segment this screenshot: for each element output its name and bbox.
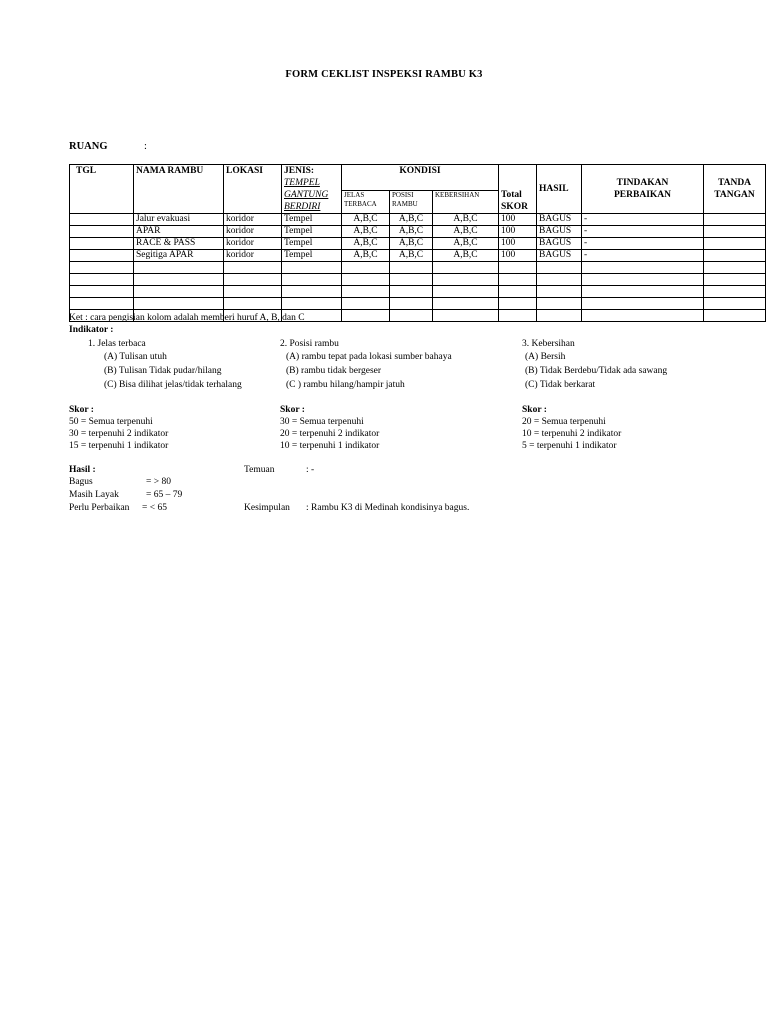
cell-nama: APAR bbox=[134, 226, 224, 238]
cell-lokasi bbox=[224, 274, 282, 286]
table-row bbox=[70, 286, 766, 298]
cell-total bbox=[499, 310, 537, 322]
cell-hasil bbox=[537, 262, 582, 274]
form-title: FORM CEKLIST INSPEKSI RAMBU K3 bbox=[285, 69, 483, 80]
cell-posisi bbox=[390, 286, 433, 298]
table-row bbox=[70, 226, 766, 238]
cell-kebersihan: A,B,C bbox=[433, 214, 499, 226]
skor-3-label: Skor : bbox=[522, 405, 547, 415]
header-kondisi: KONDISI bbox=[342, 165, 499, 191]
hasil-bagus-value: = > 80 bbox=[146, 477, 171, 487]
header-kebersihan: KEBERSIHAN bbox=[433, 190, 499, 213]
cell-posisi: A,B,C bbox=[390, 238, 433, 250]
header-lokasi: LOKASI bbox=[224, 165, 282, 214]
cell-nama: RACE & PASS bbox=[134, 238, 224, 250]
cell-posisi bbox=[390, 310, 433, 322]
header-total-line1: Total bbox=[501, 190, 522, 200]
cell-total bbox=[499, 274, 537, 286]
cell-jenis bbox=[282, 274, 342, 286]
header-jelas-line2: TERBACA bbox=[344, 199, 377, 208]
indikator-3-b: (B) Tidak Berdebu/Tidak ada sawang bbox=[525, 366, 668, 376]
cell-posisi bbox=[390, 262, 433, 274]
header-nama-rambu: NAMA RAMBU bbox=[134, 165, 224, 214]
indikator-2-b: (B) rambu tidak bergeser bbox=[286, 366, 382, 376]
indikator-3-title: 3. Kebersihan bbox=[522, 339, 575, 349]
cell-lokasi: koridor bbox=[224, 250, 282, 262]
cell-total: 100 bbox=[499, 250, 537, 262]
cell-tindakan bbox=[582, 262, 704, 274]
table-row bbox=[70, 274, 766, 286]
skor-1-line-2: 30 = terpenuhi 2 indikator bbox=[69, 429, 169, 439]
inspection-table bbox=[69, 164, 766, 322]
cell-hasil: BAGUS bbox=[537, 238, 582, 250]
skor-2-line-3: 10 = terpenuhi 1 indikator bbox=[280, 441, 380, 451]
indikator-3-a: (A) Bersih bbox=[525, 352, 566, 362]
table-row bbox=[70, 250, 766, 262]
cell-posisi bbox=[390, 274, 433, 286]
cell-hasil bbox=[537, 298, 582, 310]
ket-note: Ket : cara pengisian kolom adalah memberi huruf A, B, dan C bbox=[69, 313, 305, 323]
cell-tgl bbox=[70, 274, 134, 286]
cell-total: 100 bbox=[499, 226, 537, 238]
cell-tgl bbox=[70, 226, 134, 238]
cell-tindakan bbox=[582, 274, 704, 286]
ruang-label: RUANG bbox=[69, 141, 108, 152]
indikator-2-title: 2. Posisi rambu bbox=[280, 339, 339, 349]
cell-tgl bbox=[70, 250, 134, 262]
cell-nama: Jalur evakuasi bbox=[134, 214, 224, 226]
cell-tgl bbox=[70, 238, 134, 250]
cell-kebersihan: A,B,C bbox=[433, 250, 499, 262]
cell-jelas bbox=[342, 286, 390, 298]
cell-jelas: A,B,C bbox=[342, 238, 390, 250]
cell-lokasi bbox=[224, 286, 282, 298]
cell-posisi: A,B,C bbox=[390, 226, 433, 238]
cell-nama: Segitiga APAR bbox=[134, 250, 224, 262]
header-tgl: TGL bbox=[70, 165, 134, 214]
cell-tgl bbox=[70, 286, 134, 298]
cell-jelas: A,B,C bbox=[342, 226, 390, 238]
header-tanda-line1: TANDA bbox=[717, 178, 752, 188]
cell-tanda bbox=[704, 262, 766, 274]
cell-hasil bbox=[537, 286, 582, 298]
cell-kebersihan bbox=[433, 274, 499, 286]
cell-kebersihan bbox=[433, 310, 499, 322]
header-posisi-line1: POSISI bbox=[392, 190, 414, 199]
cell-tanda bbox=[704, 214, 766, 226]
hasil-label: Hasil : bbox=[69, 465, 96, 475]
cell-posisi: A,B,C bbox=[390, 250, 433, 262]
cell-hasil: BAGUS bbox=[537, 250, 582, 262]
skor-3-line-1: 20 = Semua terpenuhi bbox=[522, 417, 606, 427]
jenis-option-tempel: TEMPEL bbox=[284, 178, 320, 188]
header-tanda-line2: TANGAN bbox=[714, 190, 755, 200]
cell-total bbox=[499, 286, 537, 298]
cell-tindakan: - bbox=[582, 250, 704, 262]
cell-hasil: BAGUS bbox=[537, 214, 582, 226]
hasil-layak-name: Masih Layak bbox=[69, 490, 119, 500]
table-row bbox=[70, 238, 766, 250]
cell-jenis: Tempel bbox=[282, 214, 342, 226]
temuan-label: Temuan bbox=[244, 465, 275, 475]
hasil-perbaikan-name: Perlu Perbaikan bbox=[69, 503, 130, 513]
hasil-perbaikan-value: = < 65 bbox=[142, 503, 167, 513]
ruang-value: : bbox=[144, 141, 147, 152]
cell-kebersihan: A,B,C bbox=[433, 226, 499, 238]
skor-2-label: Skor : bbox=[280, 405, 305, 415]
indikator-1-c: (C) Bisa dilihat jelas/tidak terhalang bbox=[104, 380, 242, 390]
header-jenis bbox=[282, 165, 342, 214]
indikator-1-b: (B) Tulisan Tidak pudar/hilang bbox=[104, 366, 222, 376]
header-jenis-label: JENIS: bbox=[284, 166, 315, 176]
skor-2-line-2: 20 = terpenuhi 2 indikator bbox=[280, 429, 380, 439]
cell-jenis: Tempel bbox=[282, 250, 342, 262]
cell-tanda bbox=[704, 226, 766, 238]
table-row bbox=[70, 298, 766, 310]
cell-nama bbox=[134, 262, 224, 274]
indikator-3-c: (C) Tidak berkarat bbox=[525, 380, 596, 390]
kesimpulan-label: Kesimpulan bbox=[244, 503, 290, 513]
header-tindakan-line2: PERBAIKAN bbox=[614, 190, 672, 200]
header-posisi-line2: RAMBU bbox=[392, 199, 418, 208]
cell-tanda bbox=[704, 238, 766, 250]
cell-lokasi: koridor bbox=[224, 226, 282, 238]
header-jelas-terbaca bbox=[342, 190, 390, 213]
cell-tanda bbox=[704, 286, 766, 298]
indikator-1-title: 1. Jelas terbaca bbox=[88, 339, 146, 349]
temuan-value: : - bbox=[306, 465, 315, 475]
cell-jenis bbox=[282, 286, 342, 298]
cell-nama bbox=[134, 286, 224, 298]
cell-tgl bbox=[70, 214, 134, 226]
header-tanda-tangan bbox=[704, 165, 766, 214]
indikator-1-a: (A) Tulisan utuh bbox=[104, 352, 167, 362]
cell-hasil bbox=[537, 274, 582, 286]
header-tindakan-line1: TINDAKAN bbox=[616, 178, 669, 188]
header-total-line2: SKOR bbox=[501, 202, 528, 212]
cell-total: 100 bbox=[499, 238, 537, 250]
kesimpulan-value: : Rambu K3 di Medinah kondisinya bagus. bbox=[306, 503, 470, 513]
cell-lokasi bbox=[224, 262, 282, 274]
cell-tindakan bbox=[582, 298, 704, 310]
cell-jenis bbox=[282, 262, 342, 274]
cell-jenis: Tempel bbox=[282, 226, 342, 238]
hasil-bagus-name: Bagus bbox=[69, 477, 93, 487]
skor-1-line-1: 50 = Semua terpenuhi bbox=[69, 417, 153, 427]
cell-tanda bbox=[704, 250, 766, 262]
indikator-label: Indikator : bbox=[69, 325, 114, 335]
cell-jelas bbox=[342, 274, 390, 286]
cell-jelas: A,B,C bbox=[342, 250, 390, 262]
cell-jenis bbox=[282, 298, 342, 310]
header-tindakan bbox=[582, 165, 704, 214]
cell-nama bbox=[134, 298, 224, 310]
cell-jelas: A,B,C bbox=[342, 214, 390, 226]
cell-jenis: Tempel bbox=[282, 238, 342, 250]
cell-kebersihan bbox=[433, 286, 499, 298]
jenis-option-berdiri: BERDIRI bbox=[284, 202, 321, 212]
header-hasil: HASIL bbox=[537, 165, 582, 214]
hasil-layak-value: = 65 – 79 bbox=[146, 490, 183, 500]
cell-posisi: A,B,C bbox=[390, 214, 433, 226]
skor-1-label: Skor : bbox=[69, 405, 94, 415]
cell-kebersihan bbox=[433, 298, 499, 310]
header-jelas-line1: JELAS bbox=[344, 190, 365, 199]
indikator-2-a: (A) rambu tepat pada lokasi sumber bahaya bbox=[286, 352, 452, 362]
cell-tindakan: - bbox=[582, 226, 704, 238]
cell-tanda bbox=[704, 274, 766, 286]
cell-total bbox=[499, 298, 537, 310]
header-posisi-rambu bbox=[390, 190, 433, 213]
cell-posisi bbox=[390, 298, 433, 310]
header-total-skor bbox=[499, 165, 537, 214]
table-row bbox=[70, 214, 766, 226]
cell-tgl bbox=[70, 262, 134, 274]
cell-hasil bbox=[537, 310, 582, 322]
cell-lokasi bbox=[224, 298, 282, 310]
skor-3-line-2: 10 = terpenuhi 2 indikator bbox=[522, 429, 622, 439]
cell-kebersihan bbox=[433, 262, 499, 274]
table-row bbox=[70, 262, 766, 274]
cell-tanda bbox=[704, 310, 766, 322]
cell-lokasi: koridor bbox=[224, 238, 282, 250]
cell-total bbox=[499, 262, 537, 274]
skor-2-line-1: 30 = Semua terpenuhi bbox=[280, 417, 364, 427]
cell-total: 100 bbox=[499, 214, 537, 226]
cell-tindakan bbox=[582, 310, 704, 322]
cell-lokasi: koridor bbox=[224, 214, 282, 226]
cell-tindakan: - bbox=[582, 238, 704, 250]
indikator-2-c: (C ) rambu hilang/hampir jatuh bbox=[286, 380, 405, 390]
skor-1-line-3: 15 = terpenuhi 1 indikator bbox=[69, 441, 169, 451]
cell-hasil: BAGUS bbox=[537, 226, 582, 238]
cell-nama bbox=[134, 274, 224, 286]
cell-tanda bbox=[704, 298, 766, 310]
cell-jelas bbox=[342, 310, 390, 322]
jenis-option-gantung: GANTUNG bbox=[284, 190, 329, 200]
cell-jelas bbox=[342, 262, 390, 274]
cell-kebersihan: A,B,C bbox=[433, 238, 499, 250]
cell-jelas bbox=[342, 298, 390, 310]
cell-tindakan: - bbox=[582, 214, 704, 226]
cell-tgl bbox=[70, 298, 134, 310]
skor-3-line-3: 5 = terpenuhi 1 indikator bbox=[522, 441, 617, 451]
cell-tindakan bbox=[582, 286, 704, 298]
